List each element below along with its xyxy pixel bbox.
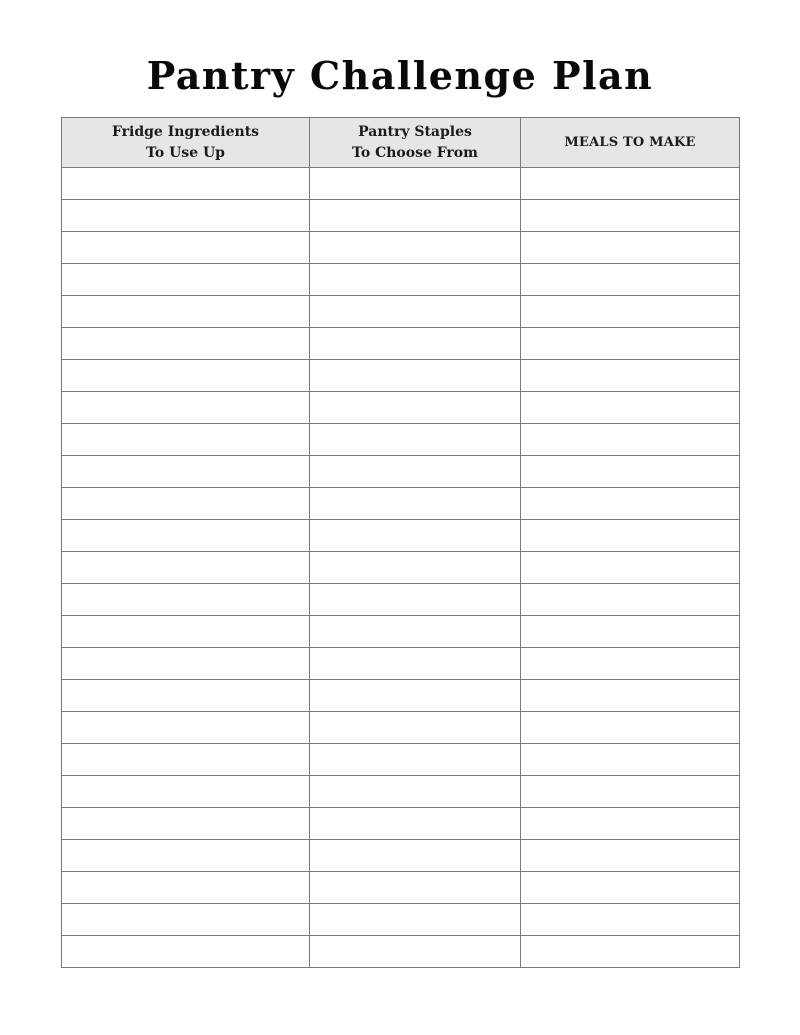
table-row [62, 680, 740, 712]
table-row [62, 424, 740, 456]
meal-cell[interactable] [521, 552, 740, 584]
table-row [62, 168, 740, 200]
column-header-line: To Use Up [146, 144, 225, 161]
pantry-staple-cell[interactable] [310, 392, 521, 424]
table-row [62, 296, 740, 328]
pantry-staple-cell[interactable] [310, 744, 521, 776]
meal-cell[interactable] [521, 296, 740, 328]
table-row [62, 232, 740, 264]
pantry-staple-cell[interactable] [310, 168, 521, 200]
fridge-ingredient-cell[interactable] [62, 552, 310, 584]
table-row [62, 264, 740, 296]
fridge-ingredient-cell[interactable] [62, 168, 310, 200]
meal-cell[interactable] [521, 744, 740, 776]
table-row [62, 200, 740, 232]
fridge-ingredient-cell[interactable] [62, 744, 310, 776]
table-row [62, 648, 740, 680]
table-row [62, 616, 740, 648]
fridge-ingredient-cell[interactable] [62, 680, 310, 712]
fridge-ingredient-cell[interactable] [62, 456, 310, 488]
pantry-staple-cell[interactable] [310, 264, 521, 296]
fridge-ingredient-cell[interactable] [62, 200, 310, 232]
meal-cell[interactable] [521, 712, 740, 744]
meal-cell[interactable] [521, 936, 740, 968]
fridge-ingredient-cell[interactable] [62, 488, 310, 520]
pantry-staple-cell[interactable] [310, 328, 521, 360]
meal-cell[interactable] [521, 872, 740, 904]
fridge-ingredient-cell[interactable] [62, 232, 310, 264]
pantry-staple-cell[interactable] [310, 296, 521, 328]
table-row [62, 328, 740, 360]
pantry-staple-cell[interactable] [310, 200, 521, 232]
meal-cell[interactable] [521, 456, 740, 488]
meal-cell[interactable] [521, 520, 740, 552]
column-header-line: To Choose From [352, 144, 478, 161]
fridge-ingredient-cell[interactable] [62, 584, 310, 616]
table-row [62, 904, 740, 936]
pantry-staple-cell[interactable] [310, 424, 521, 456]
fridge-ingredient-cell[interactable] [62, 840, 310, 872]
table-row [62, 392, 740, 424]
table-row [62, 872, 740, 904]
pantry-staple-cell[interactable] [310, 488, 521, 520]
fridge-ingredient-cell[interactable] [62, 936, 310, 968]
table-row [62, 776, 740, 808]
meal-cell[interactable] [521, 232, 740, 264]
fridge-ingredient-cell[interactable] [62, 648, 310, 680]
pantry-plan-table [61, 117, 740, 968]
table-body [62, 168, 740, 968]
pantry-staple-cell[interactable] [310, 552, 521, 584]
meal-cell[interactable] [521, 360, 740, 392]
fridge-ingredient-cell[interactable] [62, 904, 310, 936]
meal-cell[interactable] [521, 776, 740, 808]
column-header-line: MEALS TO MAKE [564, 135, 696, 150]
fridge-ingredient-cell[interactable] [62, 360, 310, 392]
column-header-meals-to-make [521, 118, 740, 168]
fridge-ingredient-cell[interactable] [62, 296, 310, 328]
table-row [62, 456, 740, 488]
pantry-staple-cell[interactable] [310, 936, 521, 968]
table-row [62, 584, 740, 616]
fridge-ingredient-cell[interactable] [62, 616, 310, 648]
table-row [62, 488, 740, 520]
meal-cell[interactable] [521, 424, 740, 456]
table-row [62, 936, 740, 968]
fridge-ingredient-cell[interactable] [62, 808, 310, 840]
meal-cell[interactable] [521, 264, 740, 296]
fridge-ingredient-cell[interactable] [62, 520, 310, 552]
pantry-staple-cell[interactable] [310, 776, 521, 808]
table-row [62, 744, 740, 776]
pantry-staple-cell[interactable] [310, 904, 521, 936]
pantry-staple-cell[interactable] [310, 616, 521, 648]
table-row [62, 840, 740, 872]
column-header-fridge-ingredients [62, 118, 310, 168]
table-row [62, 520, 740, 552]
table-row [62, 552, 740, 584]
column-header-pantry-staples [310, 118, 521, 168]
meal-cell[interactable] [521, 584, 740, 616]
pantry-staple-cell[interactable] [310, 712, 521, 744]
table-row [62, 360, 740, 392]
meal-cell[interactable] [521, 392, 740, 424]
table-header-row [62, 118, 740, 168]
column-header-line: Fridge Ingredients [111, 123, 260, 140]
fridge-ingredient-cell[interactable] [62, 328, 310, 360]
pantry-staple-cell[interactable] [310, 840, 521, 872]
pantry-staple-cell[interactable] [310, 520, 521, 552]
meal-cell[interactable] [521, 648, 740, 680]
pantry-staple-cell[interactable] [310, 808, 521, 840]
meal-cell[interactable] [521, 488, 740, 520]
pantry-staple-cell[interactable] [310, 680, 521, 712]
fridge-ingredient-cell[interactable] [62, 776, 310, 808]
pantry-staple-cell[interactable] [310, 872, 521, 904]
pantry-staple-cell[interactable] [310, 648, 521, 680]
page-title: Pantry Challenge Plan [146, 53, 654, 98]
meal-cell[interactable] [521, 808, 740, 840]
meal-cell[interactable] [521, 680, 740, 712]
meal-cell[interactable] [521, 168, 740, 200]
pantry-staple-cell[interactable] [310, 232, 521, 264]
meal-cell[interactable] [521, 200, 740, 232]
column-header-line: Pantry Staples [358, 123, 472, 140]
pantry-staple-cell[interactable] [310, 456, 521, 488]
meal-cell[interactable] [521, 328, 740, 360]
fridge-ingredient-cell[interactable] [62, 424, 310, 456]
meal-cell[interactable] [521, 616, 740, 648]
pantry-staple-cell[interactable] [310, 584, 521, 616]
fridge-ingredient-cell[interactable] [62, 872, 310, 904]
meal-cell[interactable] [521, 904, 740, 936]
fridge-ingredient-cell[interactable] [62, 712, 310, 744]
meal-cell[interactable] [521, 840, 740, 872]
pantry-staple-cell[interactable] [310, 360, 521, 392]
table-row [62, 712, 740, 744]
fridge-ingredient-cell[interactable] [62, 392, 310, 424]
table-row [62, 808, 740, 840]
fridge-ingredient-cell[interactable] [62, 264, 310, 296]
